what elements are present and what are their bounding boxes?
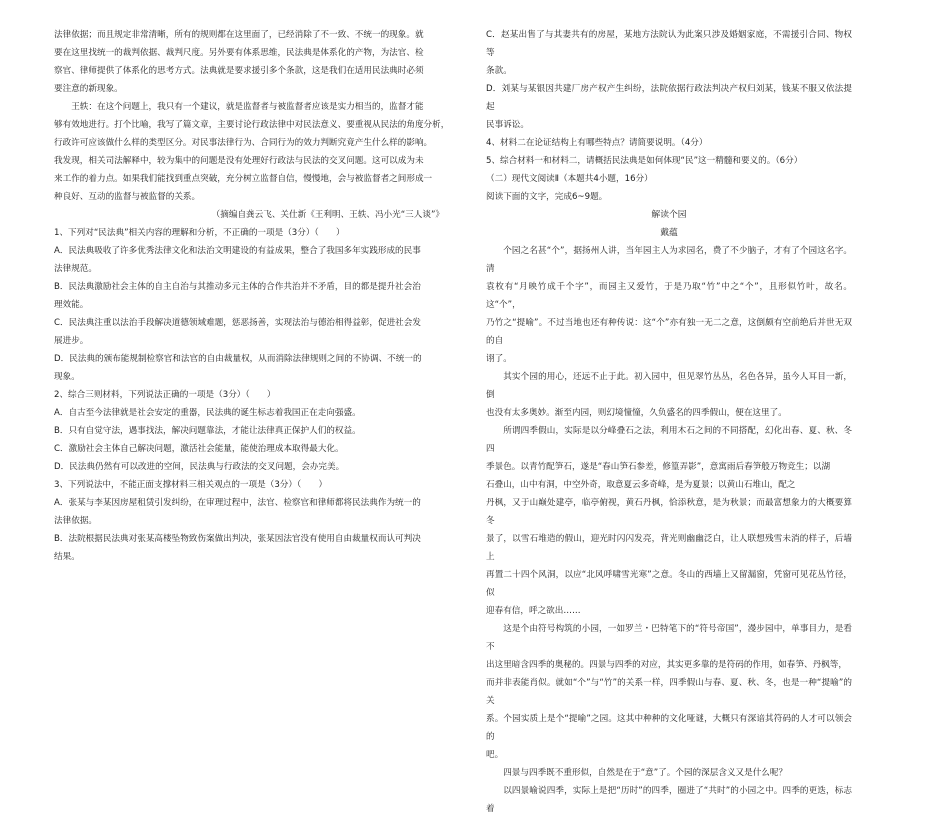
text-line: 袁枚有“月映竹成千个字”，而园主又爱竹，于是乃取“竹”中之“个”，且形似竹叶，故名。这“个”， bbox=[486, 282, 852, 310]
text-line: C．激励社会主体自己解决问题，激活社会能量，能使治理成本取得最大化。 bbox=[54, 444, 344, 454]
text-line: 要在这里找统一的裁判依据、裁判尺度。另外要有体系思维，民法典是体系化的产物，为法官、检 bbox=[54, 48, 424, 58]
text-line: 2、综合三则材料，下列说法正确的一项是（3分）（ ） bbox=[54, 390, 276, 400]
text-line: B．民法典激励社会主体的自主自治与其推动多元主体的合作共治并不矛盾，目的都是提升社会治 bbox=[54, 282, 421, 292]
text-line: 1、下列对“民法典”相关内容的理解和分析，不正确的一项是（3分）（ ） bbox=[54, 228, 345, 238]
right-column bbox=[486, 26, 852, 818]
text-line: 季景色。以青竹配笋石，遂是“春山笋石参差，修篁弄影”，意寓雨后春笋般万物竞生；以湖 bbox=[486, 462, 831, 472]
text-line: 这是个由符号构筑的小园，一如罗兰・巴特笔下的“符号帝国”，漫步园中，单事目力，是看不 bbox=[486, 624, 852, 652]
text-line: 迎春有信，呼之欲出…… bbox=[486, 606, 581, 616]
text-line: 展进步。 bbox=[54, 336, 89, 346]
text-line: 种良好、互动的监督与被监督的关系。 bbox=[54, 192, 201, 202]
text-line: 法律依据；而且规定非常清晰，所有的规则都在这里面了，已经消除了不一致、不统一的现象。就 bbox=[54, 30, 424, 40]
text-line: 也没有太多奥妙。渐至内园，则幻境憧憧，久负盛名的四季假山，便在这里了。 bbox=[486, 408, 787, 418]
left-column bbox=[54, 26, 454, 566]
text-line: 够有效地进行。打个比喻，我写了篇文章，主要讨论行政法律中对民法意义、要重视从民法的角度分析， bbox=[54, 120, 450, 130]
text-line: 阅读下面的文字，完成6~9题。 bbox=[486, 192, 608, 202]
text-line: 吧。 bbox=[486, 750, 504, 760]
text-line: 石叠山，山中有洞，中空外奇，取意夏云多奇峰，是为夏景；以黄山石堆山，配之 bbox=[486, 480, 796, 490]
text-line: （摘编自龚云飞、关仕新《王利明、王轶、冯小光“三人谈”》 bbox=[211, 210, 444, 220]
text-line: 条款。 bbox=[486, 66, 512, 76]
text-line: 我发现，相关司法解释中，较为集中的问题是没有处理好行政法与民法的交叉问题。这可以成为未 bbox=[54, 156, 424, 166]
text-line: 4、材料二在论证结构上有哪些特点？请简要说明。（4分） bbox=[486, 138, 708, 148]
text-line: 来工作的着力点。如果我们能找到重点突破，充分树立监督自信，慢慢地，会与被监督者之间形成一 bbox=[54, 174, 433, 184]
text-line: D．民法典仍然有可以改进的空间，民法典与行政法的交叉问题，会办完美。 bbox=[54, 462, 345, 472]
text-line: 5、综合材料一和材料二，请概括民法典是如何体现“民”这一精髓和要义的。（6分） bbox=[486, 156, 803, 166]
text-line: 3、下列说法中，不能正面支撑材料三相关观点的一项是（3分）（ ） bbox=[54, 480, 328, 490]
text-line: 景了，以雪石堆造的假山，迎光时闪闪发亮，背光则幽幽泛白，让人联想残雪未消的样子，后墙上 bbox=[486, 534, 852, 562]
text-line: C．民法典注重以法治手段解决道德领域难题，惩恶扬善，实现法治与德治相得益彰，促进社会发 bbox=[54, 318, 421, 328]
text-line: B．法院根据民法典对张某高楼坠物致伤案做出判决，张某因法官没有使用自由裁量权而认可判决 bbox=[54, 534, 421, 544]
text-line: 再置二十四个风洞，以应“北风呼啸雪光寒”之意。冬山的西墙上又留漏窗，凭窗可见花丛竹径，似 bbox=[486, 570, 852, 598]
text-line: 解读个园 bbox=[651, 210, 687, 220]
text-line: B．只有自觉守法，遇事找法，解决问题靠法，才能让法律真正保护人们的权益。 bbox=[54, 426, 361, 436]
text-line: 王轶：在这个问题上，我只有一个建议，就是监督者与被监督者应该是实力相当的，监督才能 bbox=[71, 102, 424, 112]
text-line: D．刘某与某银因共建厂房产权产生纠纷，法院依据行政法判决产权归刘某，钱某不服又依法提起 bbox=[486, 84, 852, 112]
text-line: 法律规范。 bbox=[54, 264, 97, 274]
text-line: D．民法典的颁布能规制检察官和法官的自由裁量权，从而消除法律规则之间的不协调、不统一的 bbox=[54, 354, 422, 364]
text-line: 其实个园的用心，还远不止于此。初入园中，但见翠竹丛丛，名色各异，虽今人耳目一新，倒 bbox=[486, 372, 852, 400]
text-line: C．赵某出售了与其妻共有的房屋，某地方法院认为此案只涉及婚姻家庭，不需援引合同、物权等 bbox=[486, 30, 852, 58]
text-line: 诩了。 bbox=[486, 354, 512, 364]
text-line: 以四景喻说四季，实际上是把“历时”的四季，圈进了“共时”的小园之中。四季的更迭，标志着 bbox=[486, 786, 852, 814]
text-line: （二）现代文阅读Ⅱ（本题共4小题，16分） bbox=[486, 174, 653, 184]
text-line: 个园之名甚“个”，据扬州人讲，当年园主人为求园名，费了不少脑子，才有了个园这名字。清 bbox=[486, 246, 852, 274]
text-line: 结果。 bbox=[54, 552, 80, 562]
text-line: 察官、律师提供了体系化的思考方式。法典就是要求援引多个条款，这是我们在适用民法典时必须 bbox=[54, 66, 424, 76]
text-line: 理效能。 bbox=[54, 300, 89, 310]
text-line: 而并非表能肖似。就如“个”与“竹”的关系一样，四季假山与春、夏、秋、冬，也是一种“提喻”的关 bbox=[486, 678, 852, 706]
text-line: A．张某与李某因房屋租赁引发纠纷，在审理过程中，法官、检察官和律师都将民法典作为统一的 bbox=[54, 498, 421, 508]
text-line: 四景与四季既不重形似，自然是在于“意”了。个园的深层含义又是什么呢？ bbox=[503, 768, 788, 778]
text-line: 法律依据。 bbox=[54, 516, 97, 526]
text-line: 要注意的新现象。 bbox=[54, 84, 123, 94]
text-line: 行政许可应该做什么样的类型区分。对民事法律行为、合同行为的效力判断究竟产生什么样的影响。 bbox=[54, 138, 433, 148]
text-line: 所谓四季假山，实际是以分峰叠石之法，利用木石之间的不同搭配，幻化出春、夏、秋、冬四 bbox=[486, 426, 852, 454]
text-line: A．民法典吸收了许多优秀法律文化和法治文明建设的有益成果，整合了我国多年实践形成的民事 bbox=[54, 246, 421, 256]
text-line: 民事诉讼。 bbox=[486, 120, 529, 130]
text-line: 现象。 bbox=[54, 372, 80, 382]
text-line: 丹枫，又于山巅处建亭，临亭俯视，黄石丹枫，恰添秋意，是为秋景；而最富想象力的大概要算冬 bbox=[486, 498, 852, 526]
text-line: 戴蕴 bbox=[660, 228, 678, 238]
text-line: 乃竹之“提喻”。不过当地也还有种传说：这“个”亦有独一无二之意，这倒颇有空前绝后并世无双的自 bbox=[486, 318, 852, 346]
text-line: A．自古至今法律就是社会安定的重器，民法典的诞生标志着我国正在走向强盛。 bbox=[54, 408, 361, 418]
text-line: 出这里暗含四季的奥秘的。四景与四季的对应，其实更多靠的是符码的作用，如春笋、丹枫等， bbox=[486, 660, 847, 670]
text-line: 系。个园实质上是个“提喻”之园。这其中种种的文化哑谜，大概只有深谙其符码的人才可以领会的 bbox=[486, 714, 852, 742]
